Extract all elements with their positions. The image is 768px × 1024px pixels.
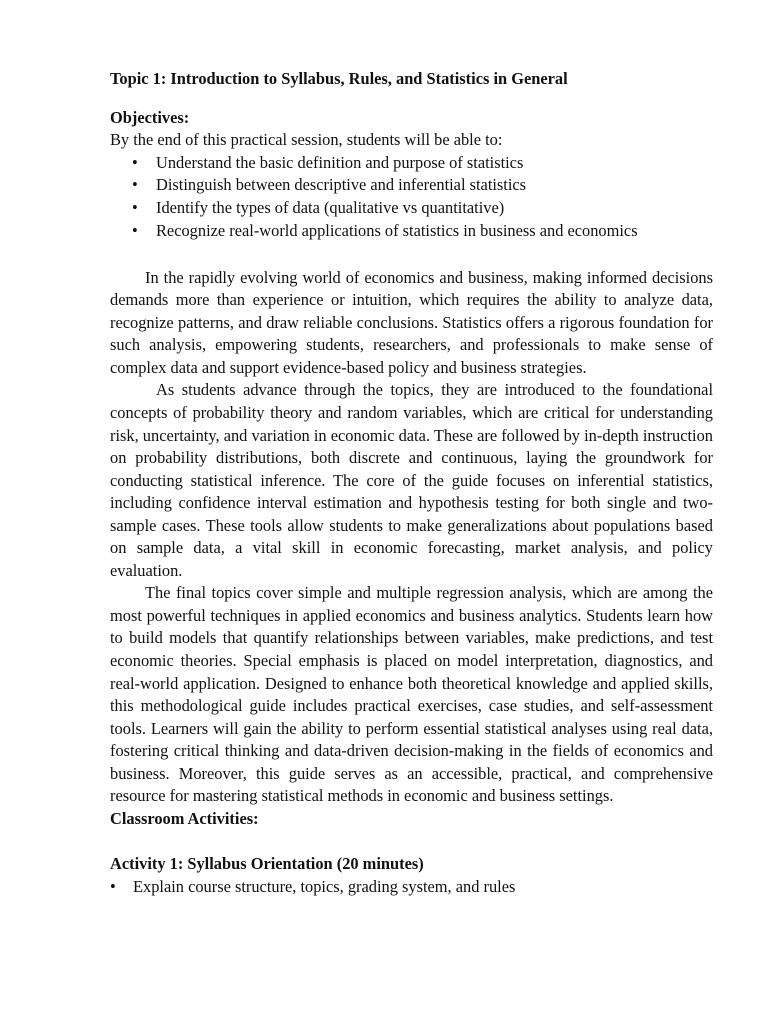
objective-text: Understand the basic definition and purpose of statistics — [156, 152, 524, 172]
bullet-icon: • — [110, 876, 116, 896]
body-paragraph: As students advance through the topics, they are introduced to the foundational concepts of probability theory and random variables, which are critical for understanding risk, uncertainty, and variation in economic data. These are followed by in-depth instruction on probability distributions, both discrete and continuous, laying the groundwork for conducting statistical inference. The core of the guide focuses on inferential statistics, including confidence interval estimation and hypothesis testing for both single and two-sample cases. These tools allow students to make generalizations about populations based on sample data, a vital skill in economic forecasting, market analysis, and policy evaluation. — [110, 380, 713, 580]
objective-text: Distinguish between descriptive and inferential statistics — [156, 175, 527, 195]
activity-1-list — [110, 876, 713, 899]
body-text — [110, 267, 713, 808]
objective-item — [110, 197, 713, 220]
objective-text: Recognize real-world applications of statistics in business and economics — [156, 220, 638, 240]
bullet-icon: • — [132, 175, 138, 195]
classroom-activities-heading: Classroom Activities: — [110, 808, 259, 828]
objective-text: Identify the types of data (qualitative vs quantitative) — [156, 198, 505, 218]
bullet-icon: • — [132, 152, 138, 172]
document-page — [110, 66, 713, 898]
body-paragraph: The final topics cover simple and multiple regression analysis, which are among the most powerful techniques in applied economics and business analytics. Students learn how to build models that quantify relationships between variables, make predictions, and test economic theories. Special emphasis is placed on model interpretation, diagnostics, and real-world application. Designed to enhance both theoretical knowledge and applied skills, this methodological guide includes practical exercises, case studies, and self-assessment tools. Learners will gain the ability to perform essential statistical analyses using real data, fostering critical thinking and data-driven decision-making in the fields of economics and business. Moreover, this guide serves as an accessible, practical, and comprehensive resource for mastering statistical methods in economic and business settings. — [110, 583, 713, 806]
activity-item — [110, 876, 713, 899]
bullet-icon: • — [132, 198, 138, 218]
body-paragraph: In the rapidly evolving world of economics and business, making informed decisions demands more than experience or intuition, which requires the ability to analyze data, recognize patterns, and draw reliable conclusions. Statistics offers a rigorous foundation for such analysis, empowering students, researchers, and professionals to make sense of complex data and support evidence-based policy and business strategies. — [110, 267, 713, 377]
activity-text: Explain course structure, topics, grading system, and rules — [133, 876, 516, 896]
bullet-icon: • — [132, 220, 138, 240]
page-title: Topic 1: Introduction to Syllabus, Rules, and Statistics in General — [110, 69, 568, 88]
objectives-list — [110, 152, 713, 243]
objective-item — [110, 174, 713, 197]
objectives-intro: By the end of this practical session, students will be able to: — [110, 130, 503, 149]
objectives-heading: Objectives: — [110, 108, 190, 127]
objective-item — [110, 152, 713, 175]
activity-1-heading: Activity 1: Syllabus Orientation (20 minutes) — [110, 854, 424, 874]
objective-item — [110, 220, 713, 243]
